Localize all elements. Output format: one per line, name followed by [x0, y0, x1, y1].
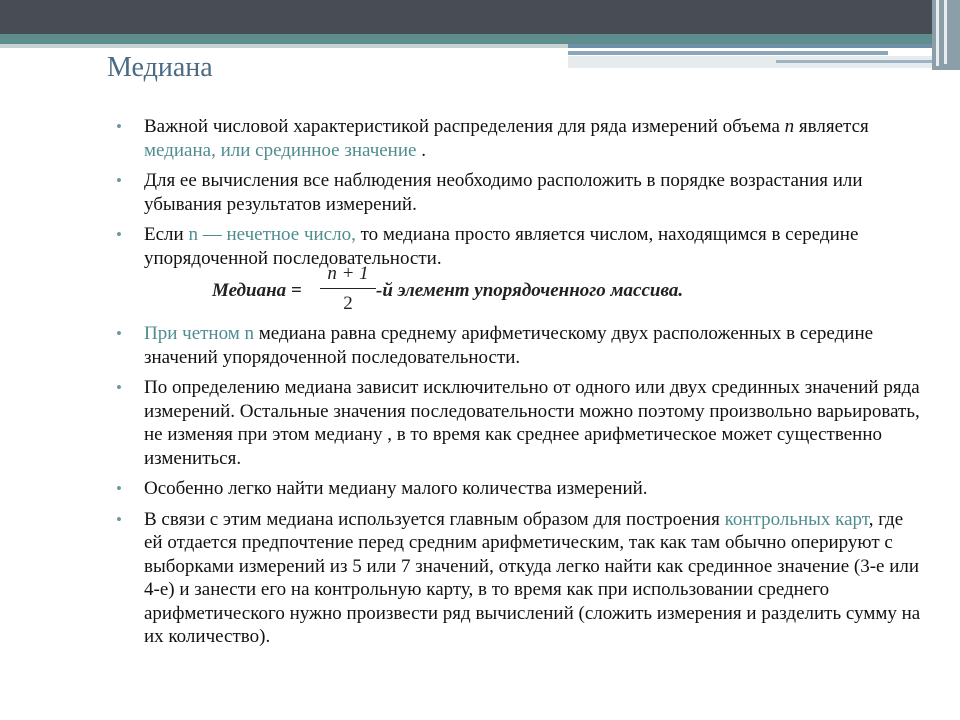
slide-title: Медиана: [107, 52, 213, 83]
header-dark-bar: [0, 0, 960, 34]
header-deco-stripe: [568, 44, 960, 48]
bullet-list: [144, 115, 924, 277]
bullet-text: В связи с этим медиана используется главным образом для построения: [144, 508, 725, 530]
bullet-item: [144, 322, 924, 369]
header-deco-corner: [932, 0, 960, 70]
median-formula: [144, 263, 924, 327]
bullet-item: [144, 508, 924, 649]
variable-n: n: [784, 116, 795, 137]
bullet-text: медиана равна среднему арифметическому двух расположенных в середине значений упорядоченной последовательности.: [144, 323, 874, 368]
fraction-line: [320, 288, 376, 289]
bullet-item: [144, 115, 924, 162]
bullet-text: Важной числовой характеристикой распределения для ряда измерений объема: [144, 116, 785, 137]
bullet-text: Если: [144, 224, 189, 245]
bullet-item: [144, 376, 924, 470]
header-teal-band: [0, 34, 960, 44]
formula-denominator: 2: [343, 293, 353, 314]
formula-numerator: n + 1: [327, 263, 369, 284]
bullet-text: По определению медиана зависит исключительно от одного или двух срединных значений ряда измерений. Остальные значения последовательности можно поэтому произвольно варьировать, не изменяя при этом медиану , в то время как среднее арифметическое может существенно измениться.: [144, 377, 920, 469]
highlight-term: контрольных карт: [724, 508, 869, 530]
bullet-text: , где ей отдается предпочтение перед средним арифметическим, так как там обычно оперируют с выборками измерений из 5 или 7 значений, откуда легко найти как срединное значение (3-е или 4-е) и занести его на контрольную карту, в то время как при использовании среднего арифметического нужно произвести ряд вычислений (сложить измерения и разделить сумму на их количество).: [144, 508, 921, 647]
highlight-term: n — нечетное число,: [188, 224, 356, 245]
bullet-text: то медиана просто является числом, находящимся в середине упорядоченной последовательности.: [144, 224, 859, 269]
bullet-item: [144, 477, 924, 501]
formula-row: [144, 263, 924, 327]
bullet-text: .: [416, 139, 426, 161]
bullet-list: [144, 322, 924, 656]
bullet-text: является: [794, 116, 869, 137]
bullet-item: [144, 169, 924, 216]
highlight-term: медиана, или срединное значение: [144, 139, 417, 161]
formula-left: Медиана =: [212, 280, 302, 301]
formula-fraction: [320, 263, 376, 315]
header-deco-stripe: [776, 60, 944, 63]
bullet-text: Особенно легко найти медиану малого количества измерений.: [144, 478, 648, 499]
bullet-text: Для ее вычисления все наблюдения необходимо расположить в порядке возрастания или убывания результатов измерений.: [144, 170, 863, 215]
formula-right: -й элемент упорядоченного массива.: [376, 280, 684, 301]
highlight-term: При четном n: [144, 323, 255, 344]
header-deco-stripe: [568, 51, 888, 55]
